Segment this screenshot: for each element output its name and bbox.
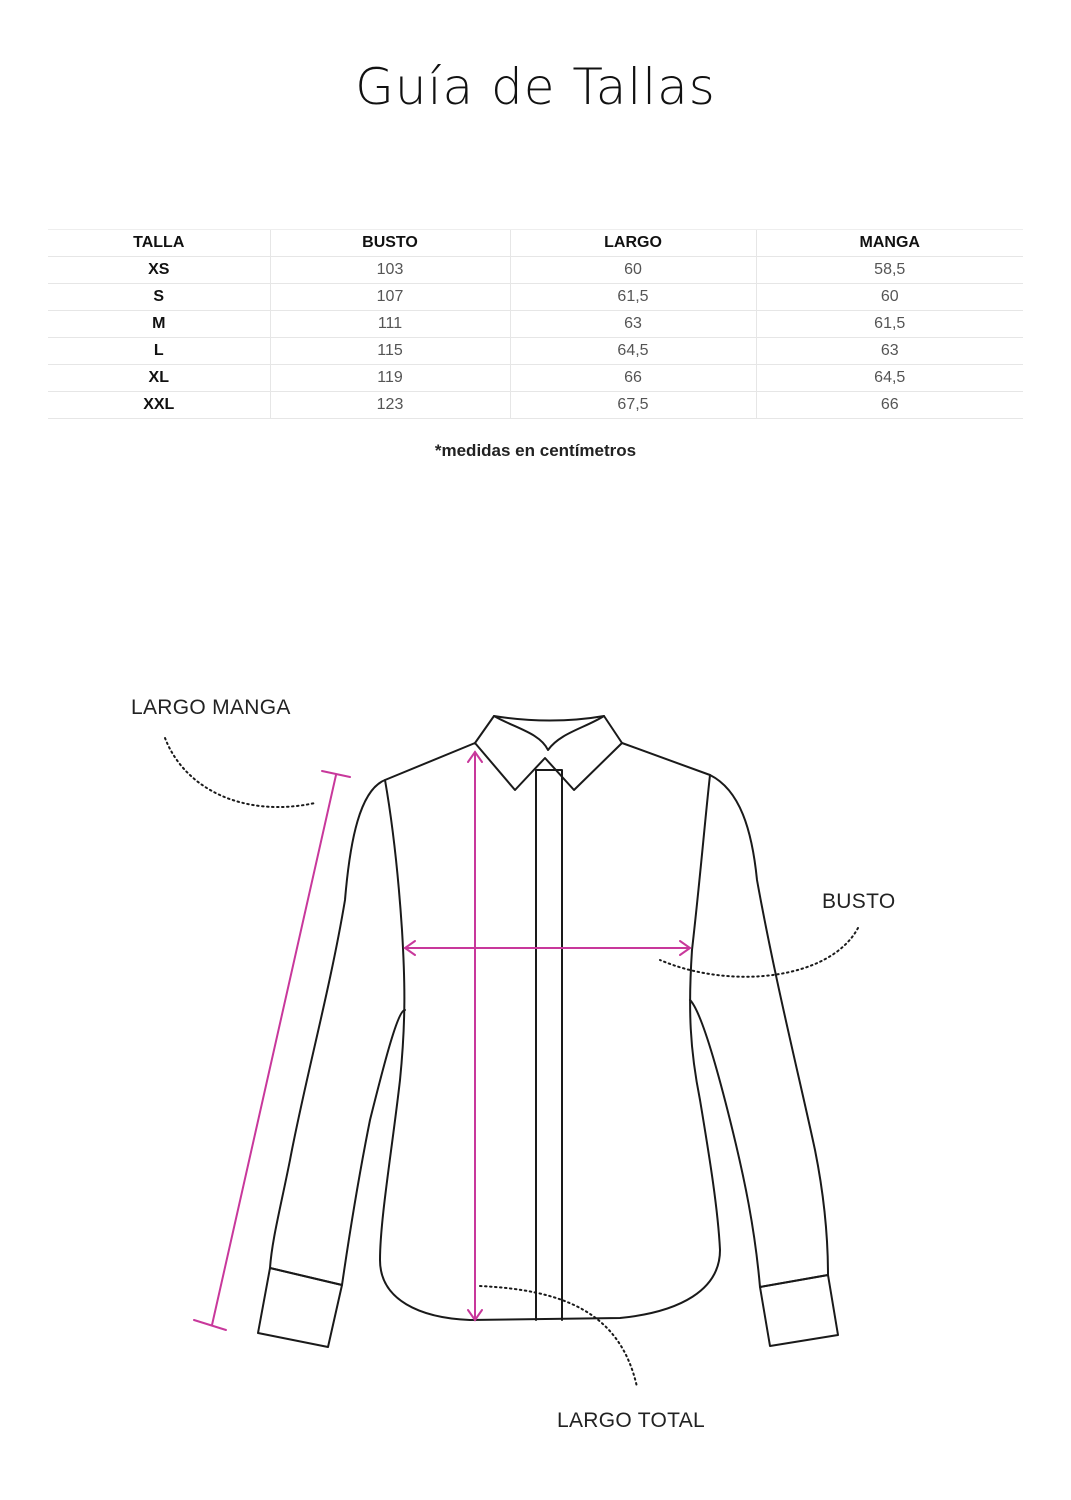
right-sleeve	[690, 775, 828, 1287]
shirt-body-outline	[380, 743, 720, 1320]
left-sleeve	[270, 780, 405, 1285]
header-talla: TALLA	[48, 230, 270, 257]
manga-cell: 63	[756, 338, 1023, 365]
header-busto: BUSTO	[270, 230, 510, 257]
units-note: *medidas en centímetros	[434, 441, 637, 460]
shirt-outline	[258, 716, 838, 1347]
right-cuff	[760, 1275, 838, 1346]
largo-cell: 66	[510, 365, 756, 392]
busto-cell: 115	[270, 338, 510, 365]
header-manga: MANGA	[756, 230, 1023, 257]
left-cuff	[258, 1268, 342, 1347]
largo-cell: 60	[510, 257, 756, 284]
shirt-placket	[536, 770, 562, 1320]
page-title: Guía de Tallas	[355, 58, 716, 116]
manga-cell: 60	[756, 284, 1023, 311]
size-cell: XS	[48, 257, 270, 284]
largo-cell: 63	[510, 311, 756, 338]
busto-cell: 119	[270, 365, 510, 392]
busto-cell: 103	[270, 257, 510, 284]
busto-cell: 111	[270, 311, 510, 338]
sleeve-measure-cap-bottom	[194, 1320, 226, 1330]
size-cell: XL	[48, 365, 270, 392]
busto-cell: 107	[270, 284, 510, 311]
collar-band	[494, 716, 604, 721]
busto-cell: 123	[270, 392, 510, 419]
size-cell: S	[48, 284, 270, 311]
busto-label: BUSTO	[822, 890, 896, 913]
largo-manga-pointer	[165, 738, 315, 807]
largo-manga-label: LARGO MANGA	[131, 696, 291, 719]
pointer-lines	[165, 738, 858, 1387]
largo-cell: 61,5	[510, 284, 756, 311]
largo-total-label: LARGO TOTAL	[557, 1409, 706, 1432]
manga-cell: 64,5	[756, 365, 1023, 392]
largo-total-pointer	[480, 1286, 637, 1387]
size-cell: M	[48, 311, 270, 338]
manga-cell: 58,5	[756, 257, 1023, 284]
largo-cell: 67,5	[510, 392, 756, 419]
busto-pointer	[660, 928, 858, 977]
largo-cell: 64,5	[510, 338, 756, 365]
size-cell: L	[48, 338, 270, 365]
manga-cell: 66	[756, 392, 1023, 419]
manga-cell: 61,5	[756, 311, 1023, 338]
measure-lines	[194, 752, 690, 1330]
header-largo: LARGO	[510, 230, 756, 257]
size-cell: XXL	[48, 392, 270, 419]
